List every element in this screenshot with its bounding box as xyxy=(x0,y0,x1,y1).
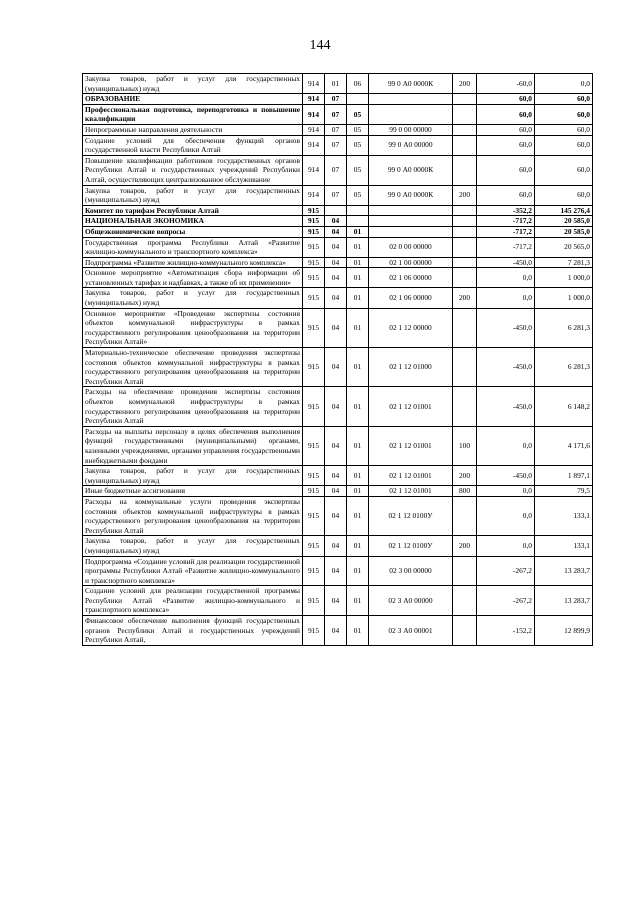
row-change-amount: -450,0 xyxy=(477,387,535,426)
row-subsection-code: 01 xyxy=(347,237,369,257)
table-row xyxy=(83,536,593,556)
table-row xyxy=(83,216,593,227)
page-number: 144 xyxy=(309,38,331,53)
row-expense-type: 200 xyxy=(453,185,477,205)
row-total-amount: 60,0 xyxy=(535,155,593,185)
row-ministry-code: 915 xyxy=(303,237,325,257)
row-section-code: 07 xyxy=(325,185,347,205)
row-ministry-code: 915 xyxy=(303,268,325,288)
row-expense-type: 100 xyxy=(453,426,477,465)
row-name: Непрограммные направления деятельности xyxy=(83,124,303,135)
row-expense-type xyxy=(453,135,477,155)
row-subsection-code: 05 xyxy=(347,124,369,135)
table-row xyxy=(83,426,593,465)
row-ministry-code: 915 xyxy=(303,308,325,347)
row-expense-type: 200 xyxy=(453,74,477,94)
row-subsection-code xyxy=(347,205,369,216)
row-subsection-code: 01 xyxy=(347,586,369,616)
row-ministry-code: 915 xyxy=(303,348,325,387)
row-change-amount: -450,0 xyxy=(477,308,535,347)
row-section-code xyxy=(325,205,347,216)
row-ministry-code: 915 xyxy=(303,387,325,426)
row-ministry-code: 915 xyxy=(303,486,325,497)
row-section-code: 04 xyxy=(325,536,347,556)
row-subsection-code: 01 xyxy=(347,308,369,347)
row-target-article: 99 0 А0 0000К xyxy=(369,74,453,94)
table-row xyxy=(83,237,593,257)
row-name: Повышение квалификации работников государственных органов Республики Алтай и государственных учреждений Республики Алтай, осуществляющих централизованное обслуживание xyxy=(83,155,303,185)
row-ministry-code: 915 xyxy=(303,496,325,535)
row-total-amount: 6 281,3 xyxy=(535,348,593,387)
row-expense-type xyxy=(453,237,477,257)
row-total-amount: 0,0 xyxy=(535,74,593,94)
row-ministry-code: 914 xyxy=(303,104,325,124)
row-section-code: 04 xyxy=(325,616,347,646)
row-target-article: 99 0 А0 0000К xyxy=(369,155,453,185)
table-row xyxy=(83,226,593,237)
row-expense-type: 800 xyxy=(453,486,477,497)
row-target-article: 02 1 12 01000 xyxy=(369,348,453,387)
row-expense-type xyxy=(453,124,477,135)
row-target-article xyxy=(369,104,453,124)
row-change-amount: -717,2 xyxy=(477,226,535,237)
row-section-code: 04 xyxy=(325,496,347,535)
row-change-amount: 60,0 xyxy=(477,104,535,124)
row-total-amount: 60,0 xyxy=(535,104,593,124)
row-change-amount: 0,0 xyxy=(477,426,535,465)
row-subsection-code: 01 xyxy=(347,268,369,288)
row-target-article xyxy=(369,216,453,227)
row-subsection-code: 01 xyxy=(347,486,369,497)
row-total-amount: 145 276,4 xyxy=(535,205,593,216)
row-change-amount: 60,0 xyxy=(477,135,535,155)
row-ministry-code: 914 xyxy=(303,155,325,185)
table-row xyxy=(83,94,593,105)
row-change-amount: 60,0 xyxy=(477,124,535,135)
row-ministry-code: 914 xyxy=(303,135,325,155)
row-section-code: 04 xyxy=(325,288,347,308)
row-name: Подпрограмма «Развитие жилищно-коммунального комплекса» xyxy=(83,257,303,268)
row-section-code: 07 xyxy=(325,135,347,155)
row-section-code: 04 xyxy=(325,348,347,387)
row-subsection-code: 05 xyxy=(347,135,369,155)
row-subsection-code: 01 xyxy=(347,288,369,308)
row-change-amount: 0,0 xyxy=(477,288,535,308)
row-name: Общеэкономические вопросы xyxy=(83,226,303,237)
row-section-code: 04 xyxy=(325,556,347,586)
row-name: Комитет по тарифам Республики Алтай xyxy=(83,205,303,216)
row-expense-type: 200 xyxy=(453,288,477,308)
row-target-article: 02 0 00 00000 xyxy=(369,237,453,257)
row-target-article: 02 1 12 0100У xyxy=(369,496,453,535)
row-expense-type xyxy=(453,616,477,646)
row-expense-type xyxy=(453,205,477,216)
table-row xyxy=(83,155,593,185)
table-row xyxy=(83,387,593,426)
row-total-amount: 6 148,2 xyxy=(535,387,593,426)
row-subsection-code: 01 xyxy=(347,257,369,268)
row-expense-type xyxy=(453,556,477,586)
row-target-article: 02 1 12 01001 xyxy=(369,387,453,426)
row-name: Создание условий для обеспечения функций органов государственной власти Республики Алтай xyxy=(83,135,303,155)
row-subsection-code: 05 xyxy=(347,104,369,124)
row-total-amount: 133,1 xyxy=(535,536,593,556)
row-subsection-code xyxy=(347,94,369,105)
table-row xyxy=(83,185,593,205)
row-name: Закупка товаров, работ и услуг для государственных (муниципальных) нужд xyxy=(83,466,303,486)
row-change-amount: -60,0 xyxy=(477,74,535,94)
row-section-code: 04 xyxy=(325,486,347,497)
row-target-article: 02 3 А0 00000 xyxy=(369,586,453,616)
table-row xyxy=(83,135,593,155)
row-target-article: 02 1 12 00000 xyxy=(369,308,453,347)
budget-table xyxy=(82,73,593,646)
row-name: Основное мероприятие «Автоматизация сбора информации об установленных тарифах и надбавках, а также об их применении» xyxy=(83,268,303,288)
row-section-code: 04 xyxy=(325,268,347,288)
row-name: Закупка товаров, работ и услуг для государственных (муниципальных) нужд xyxy=(83,74,303,94)
row-ministry-code: 914 xyxy=(303,94,325,105)
row-total-amount: 79,5 xyxy=(535,486,593,497)
row-name: Создание условий для реализации государственной программы Республики Алтай «Развитие жилищно-коммунального и транспортного комплекса» xyxy=(83,586,303,616)
row-section-code: 04 xyxy=(325,216,347,227)
row-target-article xyxy=(369,205,453,216)
row-target-article: 02 1 06 00000 xyxy=(369,288,453,308)
row-target-article: 02 1 12 01001 xyxy=(369,426,453,465)
row-section-code: 04 xyxy=(325,226,347,237)
row-name: Основное мероприятие «Проведение экспертизы состояния объектов коммунальной инфраструктуры в рамках государственного регулирования ценообразования на территории Республики Алтай» xyxy=(83,308,303,347)
row-change-amount: 0,0 xyxy=(477,536,535,556)
row-change-amount: -152,2 xyxy=(477,616,535,646)
row-target-article: 99 0 00 00000 xyxy=(369,124,453,135)
row-subsection-code: 01 xyxy=(347,616,369,646)
row-total-amount: 20 565,0 xyxy=(535,237,593,257)
row-change-amount: -717,2 xyxy=(477,216,535,227)
row-section-code: 04 xyxy=(325,257,347,268)
row-subsection-code: 01 xyxy=(347,466,369,486)
row-target-article: 02 1 06 00000 xyxy=(369,268,453,288)
row-target-article: 02 3 А0 00001 xyxy=(369,616,453,646)
row-change-amount: 0,0 xyxy=(477,486,535,497)
row-expense-type xyxy=(453,94,477,105)
row-total-amount: 1 897,1 xyxy=(535,466,593,486)
row-target-article: 02 1 00 00000 xyxy=(369,257,453,268)
row-name: Расходы на обеспечение проведения экспертизы состояния объектов коммунальной инфраструктуры в рамках государственного регулирования ценообразования на территории Республики Алтай xyxy=(83,387,303,426)
table-row xyxy=(83,257,593,268)
row-subsection-code: 01 xyxy=(347,496,369,535)
row-section-code: 07 xyxy=(325,155,347,185)
row-subsection-code: 01 xyxy=(347,426,369,465)
row-target-article: 02 1 12 01001 xyxy=(369,486,453,497)
row-name: Расходы на выплаты персоналу в целях обеспечения выполнения функций государственными (муниципальными) органами, казенными учреждениями, органами управления государственными внебюджетными фондами xyxy=(83,426,303,465)
table-row xyxy=(83,288,593,308)
row-target-article xyxy=(369,94,453,105)
row-change-amount: 60,0 xyxy=(477,94,535,105)
table-row xyxy=(83,104,593,124)
row-subsection-code: 01 xyxy=(347,348,369,387)
row-target-article xyxy=(369,226,453,237)
table-row xyxy=(83,556,593,586)
row-ministry-code: 915 xyxy=(303,466,325,486)
table-row xyxy=(83,466,593,486)
row-name: Материально-техническое обеспечение проведения экспертизы состояния объектов коммунальной инфраструктуры в рамках государственного регулирования ценообразования на территории Республики Алтай xyxy=(83,348,303,387)
table-row xyxy=(83,486,593,497)
row-name: Иные бюджетные ассигнования xyxy=(83,486,303,497)
row-name: Закупка товаров, работ и услуг для государственных (муниципальных) нужд xyxy=(83,185,303,205)
table-row xyxy=(83,124,593,135)
row-subsection-code: 01 xyxy=(347,556,369,586)
row-total-amount: 13 283,7 xyxy=(535,586,593,616)
row-expense-type xyxy=(453,387,477,426)
row-change-amount: -267,2 xyxy=(477,556,535,586)
row-change-amount: 60,0 xyxy=(477,185,535,205)
table-row xyxy=(83,308,593,347)
row-total-amount: 60,0 xyxy=(535,185,593,205)
row-section-code: 07 xyxy=(325,104,347,124)
row-expense-type xyxy=(453,104,477,124)
row-name: Расходы на коммунальные услуги проведения экспертизы состояния объектов коммунальной инфраструктуры в рамках государственного регулирования ценообразования на территории Республики Алтай xyxy=(83,496,303,535)
row-section-code: 04 xyxy=(325,426,347,465)
row-ministry-code: 915 xyxy=(303,556,325,586)
row-expense-type xyxy=(453,257,477,268)
row-target-article: 99 0 А0 00000 xyxy=(369,135,453,155)
table-row xyxy=(83,205,593,216)
row-expense-type: 200 xyxy=(453,536,477,556)
row-total-amount: 4 171,6 xyxy=(535,426,593,465)
row-ministry-code: 915 xyxy=(303,288,325,308)
row-change-amount: -267,2 xyxy=(477,586,535,616)
row-subsection-code: 05 xyxy=(347,155,369,185)
row-change-amount: -352,2 xyxy=(477,205,535,216)
budget-table-body xyxy=(83,74,593,646)
row-ministry-code: 914 xyxy=(303,124,325,135)
row-target-article: 02 1 12 01001 xyxy=(369,466,453,486)
row-section-code: 04 xyxy=(325,308,347,347)
row-target-article: 02 3 00 00000 xyxy=(369,556,453,586)
row-ministry-code: 914 xyxy=(303,74,325,94)
row-name: Профессиональная подготовка, переподготовка и повышение квалификации xyxy=(83,104,303,124)
row-total-amount: 20 585,0 xyxy=(535,226,593,237)
row-expense-type xyxy=(453,496,477,535)
row-subsection-code: 05 xyxy=(347,185,369,205)
row-subsection-code xyxy=(347,216,369,227)
row-subsection-code: 01 xyxy=(347,226,369,237)
row-expense-type xyxy=(453,268,477,288)
row-total-amount: 1 000,0 xyxy=(535,268,593,288)
row-total-amount: 60,0 xyxy=(535,135,593,155)
row-ministry-code: 915 xyxy=(303,616,325,646)
row-total-amount: 13 283,7 xyxy=(535,556,593,586)
table-row xyxy=(83,268,593,288)
row-section-code: 04 xyxy=(325,387,347,426)
row-ministry-code: 915 xyxy=(303,216,325,227)
row-subsection-code: 01 xyxy=(347,387,369,426)
row-name: ОБРАЗОВАНИЕ xyxy=(83,94,303,105)
row-ministry-code: 915 xyxy=(303,205,325,216)
row-total-amount: 12 899,9 xyxy=(535,616,593,646)
row-ministry-code: 915 xyxy=(303,226,325,237)
row-total-amount: 133,1 xyxy=(535,496,593,535)
row-name: НАЦИОНАЛЬНАЯ ЭКОНОМИКА xyxy=(83,216,303,227)
row-change-amount: 60,0 xyxy=(477,155,535,185)
row-subsection-code: 06 xyxy=(347,74,369,94)
row-total-amount: 1 000,0 xyxy=(535,288,593,308)
row-section-code: 04 xyxy=(325,237,347,257)
row-name: Финансовое обеспечение выполнения функций государственных органов Республики Алтай и государственных учреждений Республики Алтай, xyxy=(83,616,303,646)
row-total-amount: 60,0 xyxy=(535,94,593,105)
row-total-amount: 7 281,3 xyxy=(535,257,593,268)
row-ministry-code: 915 xyxy=(303,586,325,616)
row-change-amount: -717,2 xyxy=(477,237,535,257)
row-name: Государственная программа Республики Алтай «Развитие жилищно-коммунального и транспортного комплекса» xyxy=(83,237,303,257)
table-row xyxy=(83,496,593,535)
row-expense-type xyxy=(453,155,477,185)
row-section-code: 04 xyxy=(325,466,347,486)
table-row xyxy=(83,586,593,616)
row-change-amount: 0,0 xyxy=(477,496,535,535)
row-change-amount: -450,0 xyxy=(477,466,535,486)
row-ministry-code: 915 xyxy=(303,426,325,465)
row-expense-type xyxy=(453,226,477,237)
row-ministry-code: 915 xyxy=(303,536,325,556)
row-expense-type xyxy=(453,216,477,227)
row-section-code: 07 xyxy=(325,124,347,135)
row-section-code: 04 xyxy=(325,586,347,616)
row-expense-type xyxy=(453,348,477,387)
row-section-code: 01 xyxy=(325,74,347,94)
row-total-amount: 60,0 xyxy=(535,124,593,135)
row-target-article: 99 0 А0 0000К xyxy=(369,185,453,205)
row-ministry-code: 915 xyxy=(303,257,325,268)
row-expense-type xyxy=(453,308,477,347)
row-change-amount: 0,0 xyxy=(477,268,535,288)
row-section-code: 07 xyxy=(325,94,347,105)
row-change-amount: -450,0 xyxy=(477,348,535,387)
row-total-amount: 6 281,3 xyxy=(535,308,593,347)
row-target-article: 02 1 12 0100У xyxy=(369,536,453,556)
row-subsection-code: 01 xyxy=(347,536,369,556)
row-expense-type: 200 xyxy=(453,466,477,486)
row-expense-type xyxy=(453,586,477,616)
row-name: Подпрограмма «Создание условий для реализации государственной программы Республики Алтай «Развитие жилищно-коммунального и транспортного комплекса» xyxy=(83,556,303,586)
table-row xyxy=(83,74,593,94)
row-total-amount: 20 585,0 xyxy=(535,216,593,227)
row-ministry-code: 914 xyxy=(303,185,325,205)
table-row xyxy=(83,616,593,646)
table-row xyxy=(83,348,593,387)
row-name: Закупка товаров, работ и услуг для государственных (муниципальных) нужд xyxy=(83,536,303,556)
row-change-amount: -450,0 xyxy=(477,257,535,268)
row-name: Закупка товаров, работ и услуг для государственных (муниципальных) нужд xyxy=(83,288,303,308)
